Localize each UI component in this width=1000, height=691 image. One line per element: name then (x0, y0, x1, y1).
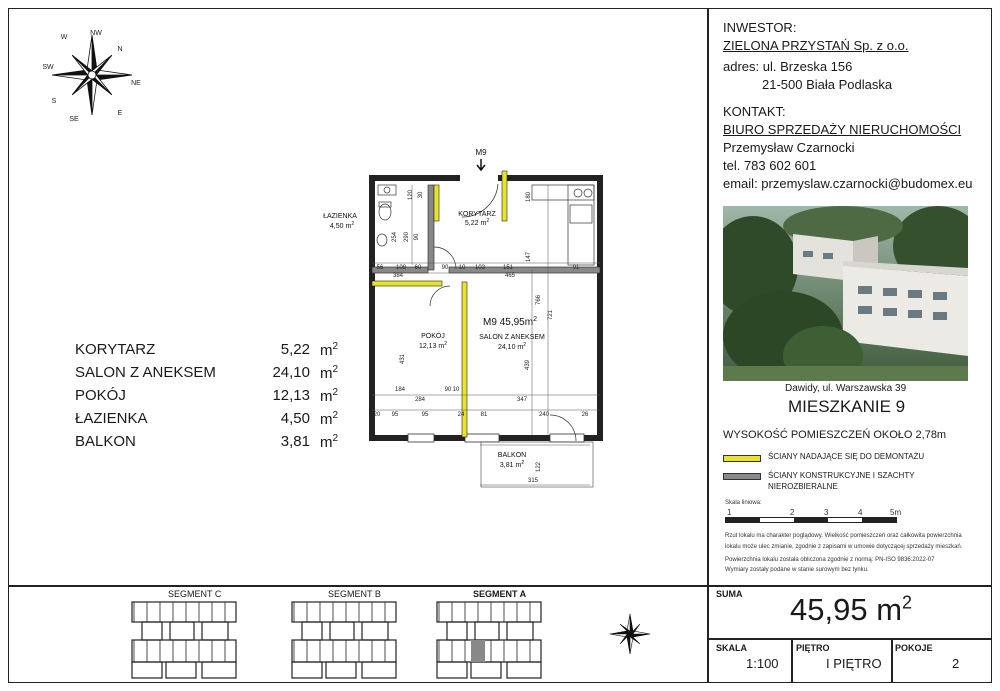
summary-divider (707, 638, 992, 640)
plan-label-balkon: BALKON (497, 452, 527, 459)
dimension-label: 180 (526, 191, 532, 203)
note-2: lokalu może ulec zmianie, zgodnie z zapisami w umowie dotyczącej sprzedaży mieszkań. (725, 544, 963, 550)
room-area-value: 5,22 (280, 341, 310, 358)
dimension-label: 122 (536, 461, 542, 473)
svg-text:NE: NE (131, 80, 141, 87)
plan-entry-label: M9 (475, 148, 487, 157)
plan-label-salon-area: 24,10 $m^2$ (497, 342, 527, 351)
plan-label-lazienka-area: 4,50 $m^2$ (329, 221, 355, 230)
suma-value: 45,95 $m^2$ (790, 592, 913, 627)
room-area-unit: $m^2$ (320, 364, 339, 382)
plan-label-pokoj: POKÓJ (421, 333, 445, 340)
dimension-label: 766 (536, 294, 542, 306)
dimension-label: 254 (392, 231, 398, 243)
contact-person: Przemysław Czarnocki (723, 140, 855, 155)
scale-tick-5: 5m (890, 508, 902, 517)
room-name: SALON Z ANEKSEM (75, 364, 216, 381)
scale-tick-1: 1 (727, 508, 732, 517)
pietro-label: PIĘTRO (796, 643, 830, 653)
investor-address-1: adres: ul. Brzeska 156 (723, 59, 853, 74)
legend-swatch-demolishable (723, 455, 761, 462)
suma-label: SUMA (716, 589, 743, 599)
svg-text:SE: SE (69, 116, 79, 123)
plan-label-unit: M9 $45,95m^2$ (483, 316, 537, 328)
dimension-label: 108 (395, 265, 407, 271)
svg-text:S: S (51, 98, 57, 105)
dimension-label: 151 (502, 265, 514, 271)
scale-bar-title: Skala liniowa: (725, 500, 762, 506)
entry-arrow-icon (477, 159, 485, 170)
summary-col-divider-2 (891, 638, 893, 683)
note-3: Powierzchnia lokalu została obliczona zgodnie z normą: PN-ISO 9836:2022-07 (725, 557, 935, 563)
dimension-label: 384 (392, 273, 404, 279)
room-name: POKÓJ (75, 387, 126, 404)
skala-value: 1:100 (746, 656, 779, 671)
room-area-unit: $m^2$ (320, 410, 339, 428)
contact-office: BIURO SPRZEDAŻY NIERUCHOMOŚCI (723, 122, 962, 137)
svg-text:E: E (117, 110, 123, 117)
dimension-label: 91 (572, 265, 580, 271)
scale-tick-2: 2 (790, 508, 795, 517)
room-area-row (75, 410, 338, 428)
scale-tick-4: 4 (858, 508, 863, 517)
pokoje-label: POKOJE (895, 643, 933, 653)
dimension-label: 20 (373, 412, 381, 418)
svg-text:N: N (117, 46, 123, 53)
dimension-label: 103 (474, 265, 486, 271)
segment-label: SEGMENT A (473, 589, 527, 599)
room-area-unit: $m^2$ (320, 433, 339, 451)
dimension-label: 90 (444, 387, 452, 393)
svg-text:NW: NW (90, 30, 102, 37)
dimension-label: 431 (400, 353, 406, 365)
plan-label-pokoj-area: 12,13 $m^2$ (418, 341, 448, 350)
dimension-label: 10 (452, 387, 460, 393)
room-area-value: 24,10 (272, 364, 310, 381)
dimension-label: 90 (414, 233, 420, 241)
floor-plan (300, 145, 620, 500)
room-area-row (75, 433, 338, 451)
segment-label: SEGMENT C (168, 589, 222, 599)
contact-heading: KONTAKT: (723, 104, 786, 119)
segment-label: SEGMENT B (328, 589, 381, 599)
room-name: BALKON (75, 433, 136, 450)
plan-label-balkon-area: 3,81 $m^2$ (499, 460, 525, 469)
dimension-label: 95 (391, 412, 399, 418)
dimension-label: 184 (394, 387, 406, 393)
legend-label-structural-2: NIEROZBIERALNE (768, 482, 838, 491)
dimension-label: 56 (376, 265, 384, 271)
room-name: ŁAZIENKA (75, 410, 148, 427)
dimension-label: 90 (441, 265, 449, 271)
dimension-label: 315 (527, 478, 539, 484)
dimension-label: 24 (457, 412, 465, 418)
right-panel-divider (707, 8, 709, 683)
dimension-label: 240 (538, 412, 550, 418)
summary-col-divider-1 (791, 638, 793, 683)
legend-swatch-structural (723, 473, 761, 480)
svg-text:W: W (60, 34, 68, 41)
pietro-value: I PIĘTRO (826, 656, 882, 671)
building-rendering-image (723, 206, 968, 381)
note-1: Rzut lokalu ma charakter poglądowy. Wielkość pomieszczeń oraz całkowita powierzchnia (725, 533, 962, 539)
legend-label-structural: ŚCIANY KONSTRUKCYJNE I SZACHTY (768, 471, 915, 480)
investor-address-2: 21-500 Biała Podlaska (762, 77, 893, 92)
scale-bar (725, 517, 897, 523)
investor-company: ZIELONA PRZYSTAŃ Sp. z o.o. (723, 38, 909, 53)
room-area-unit: $m^2$ (320, 341, 339, 359)
room-name: KORYTARZ (75, 341, 156, 358)
dimension-label: 120 (408, 189, 414, 201)
dimension-label: 81 (480, 412, 488, 418)
room-area-value: 4,50 (280, 410, 310, 427)
segment-plan-drawing (435, 600, 543, 680)
room-area-unit: $m^2$ (320, 387, 339, 405)
dimension-label: 147 (526, 251, 532, 263)
dimension-label: 290 (404, 231, 410, 243)
compass-rose-icon (40, 25, 150, 125)
plan-label-salon: SALON Z ANEKSEM (479, 334, 545, 341)
dimension-label: 439 (525, 359, 531, 371)
scale-tick-3: 3 (824, 508, 829, 517)
room-area-value: 12,13 (272, 387, 310, 404)
dimension-label: 95 (421, 412, 429, 418)
room-area-value: 3,81 (280, 433, 310, 450)
render-caption: Dawidy, ul. Warszawska 39 (785, 383, 907, 394)
dimension-label: 721 (548, 309, 554, 321)
dimension-label: 465 (504, 273, 516, 279)
plan-label-korytarz-area: 5,22 $m^2$ (464, 218, 490, 227)
skala-label: SKALA (716, 643, 747, 653)
bottom-band-divider (8, 585, 992, 587)
dimension-label: 60 (414, 265, 422, 271)
small-compass-icon (607, 610, 653, 658)
pokoje-value: 2 (952, 656, 960, 671)
svg-text:SW: SW (42, 64, 54, 71)
dimension-label: 30 (418, 191, 424, 199)
segment-plan-drawing (290, 600, 398, 680)
investor-heading: INWESTOR: (723, 20, 797, 35)
contact-phone[interactable]: tel. 783 602 601 (723, 158, 817, 173)
dimension-label: 26 (581, 412, 589, 418)
plan-label-korytarz: KORYTARZ (458, 211, 496, 218)
dimension-label: 10 (458, 265, 466, 271)
room-area-row (75, 387, 338, 405)
room-area-row (75, 341, 338, 359)
height-note: WYSOKOŚĆ POMIESZCZEŃ OKOŁO 2,78m (723, 429, 947, 441)
dimension-label: 347 (516, 397, 528, 403)
dimension-label: 284 (414, 397, 426, 403)
contact-email[interactable]: email: przemyslaw.czarnocki@budomex.eu (723, 176, 973, 191)
room-area-row (75, 364, 338, 382)
apartment-title: MIESZKANIE 9 (788, 397, 906, 416)
segment-plan-drawing (130, 600, 238, 680)
plan-label-lazienka: ŁAZIENKA (323, 213, 357, 220)
note-4: Wymiary zostały podane w stanie surowym bez tynku. (725, 567, 869, 573)
legend-label-demolishable: ŚCIANY NADAJĄCE SIĘ DO DEMONTAŻU (768, 452, 925, 461)
